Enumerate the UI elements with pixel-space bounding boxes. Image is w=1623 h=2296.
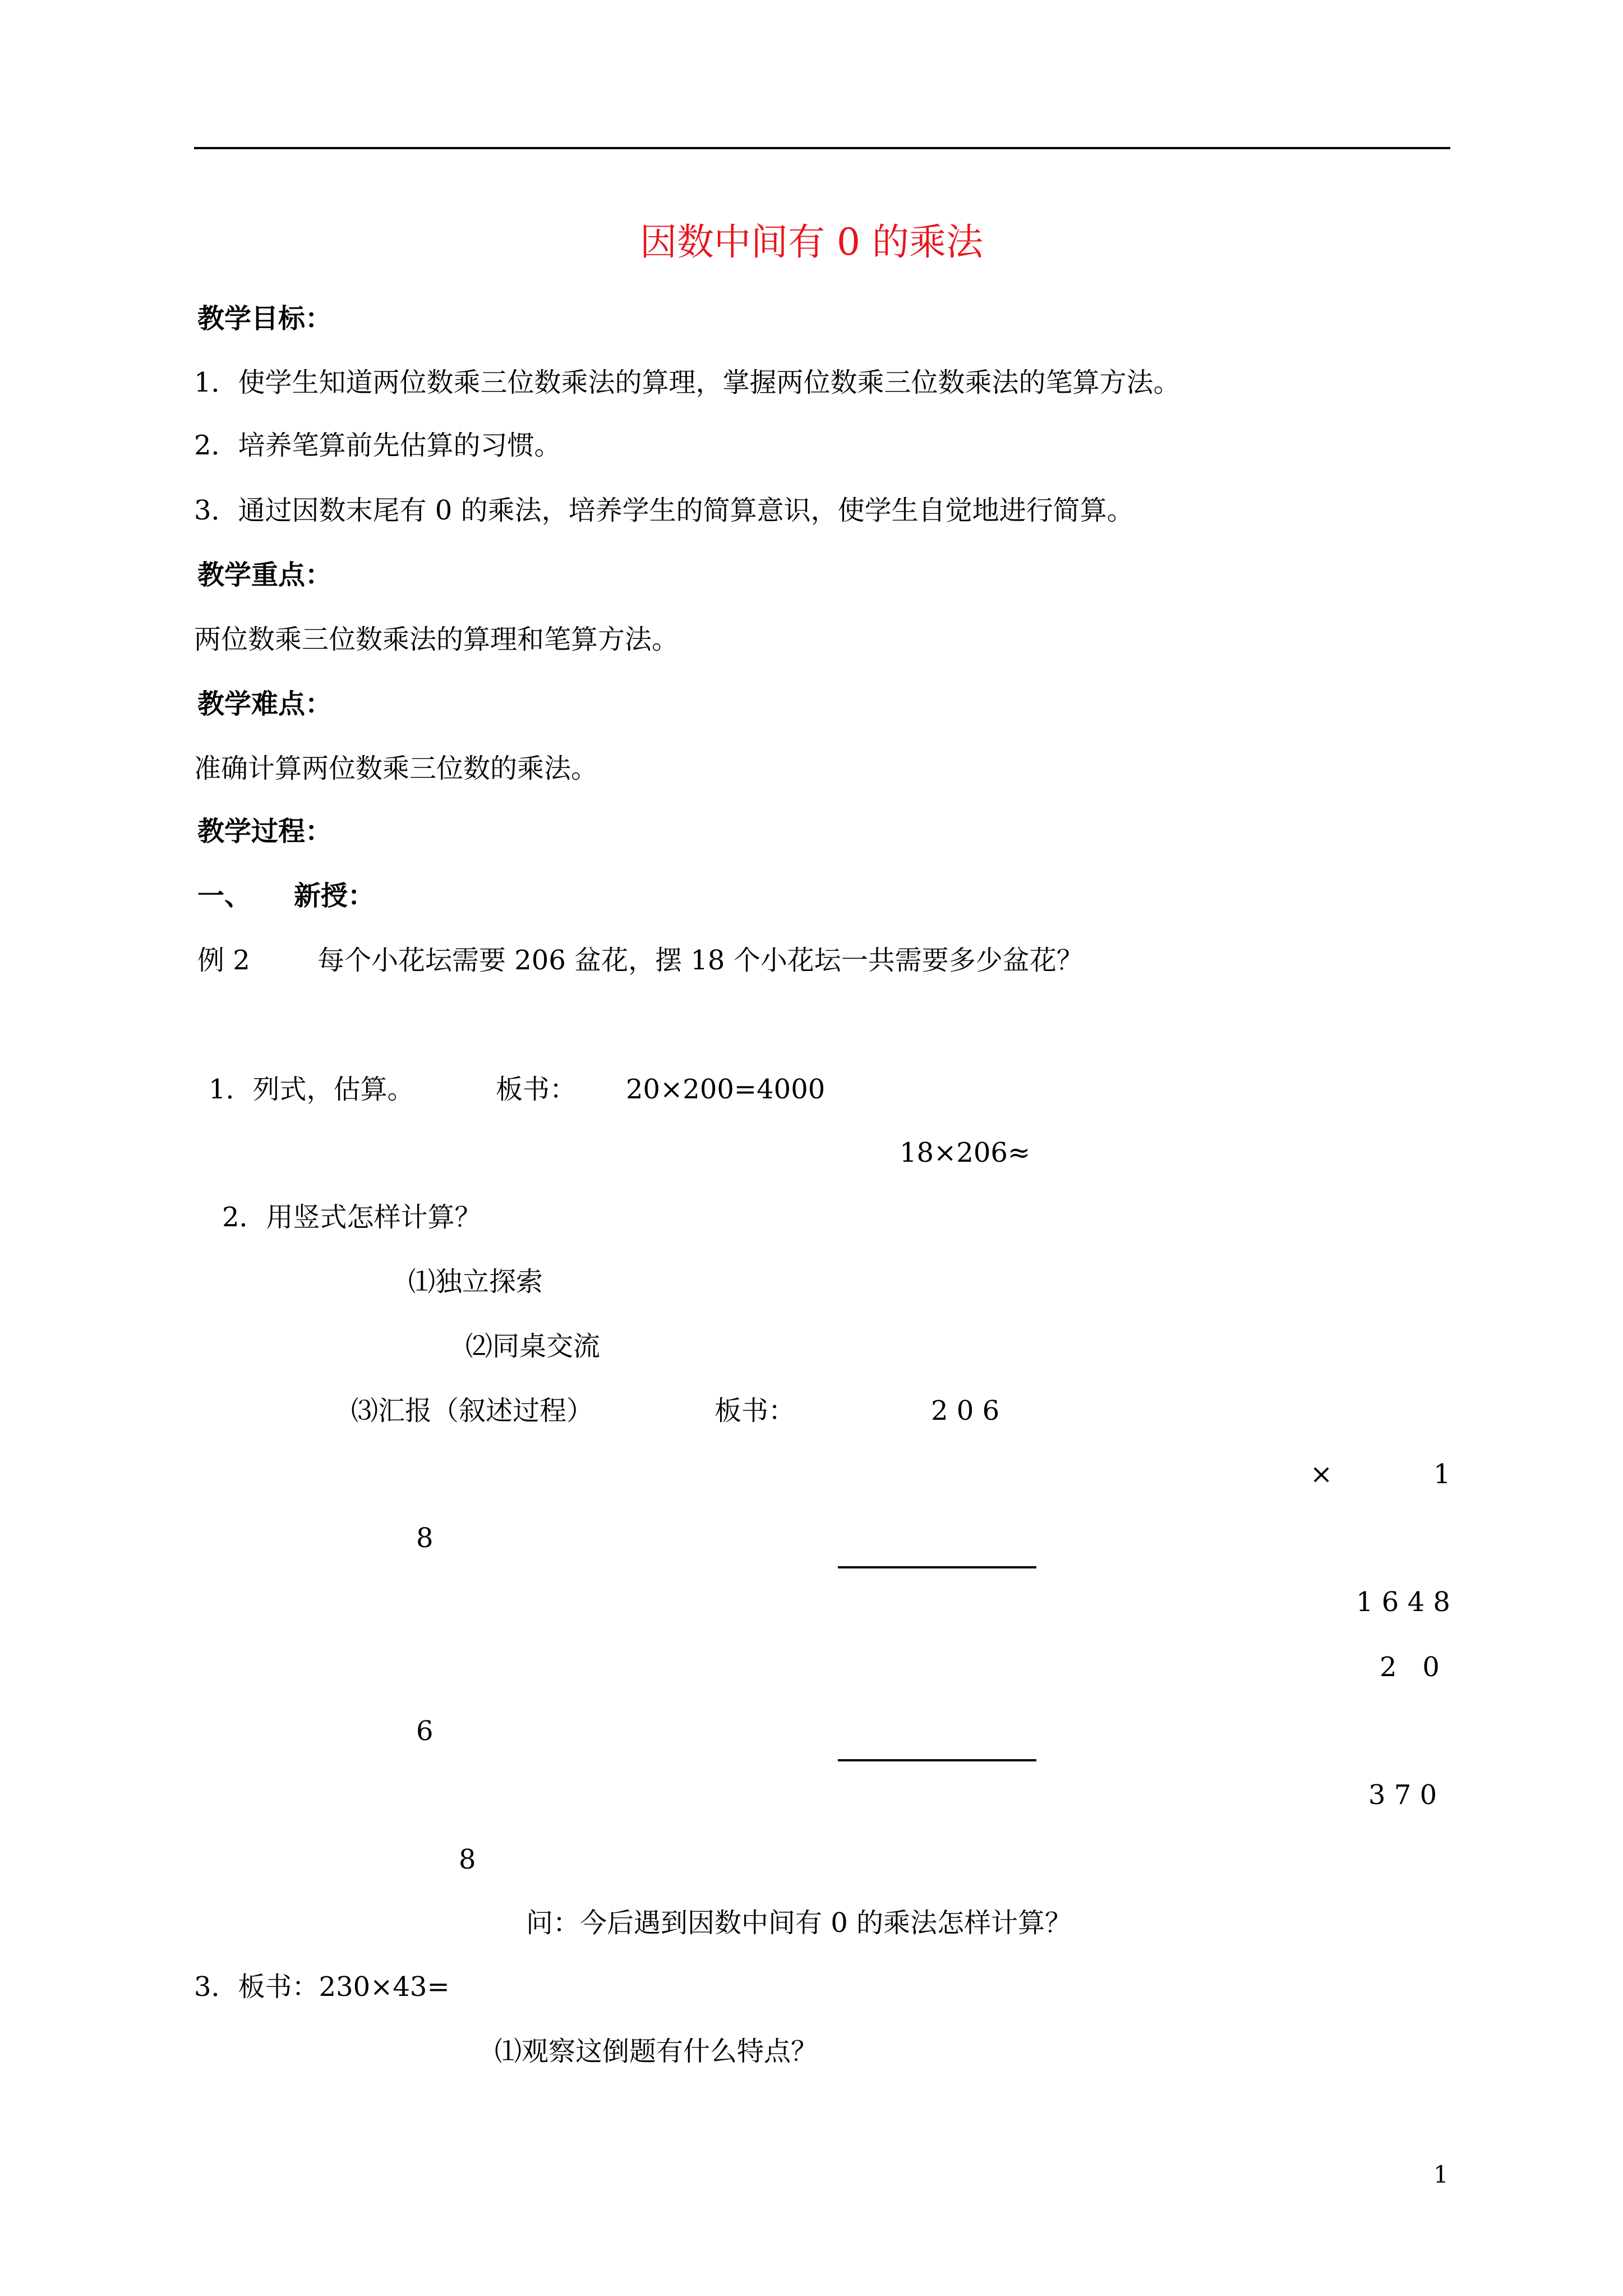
part1-label: 新授： [294,880,375,912]
calc-partial-2-left: 2 0 [1380,1651,1440,1683]
step3-text: 3．板书：230×43= [194,1971,450,2003]
step1-text: 1．列式，估算。 [209,1074,414,1105]
calc-rule-2 [838,1759,1036,1761]
step2-sub1: ⑴独立探索 [408,1266,543,1297]
step1-estimate: 18×206≈ [900,1137,1031,1168]
document-title: 因数中间有 0 的乘法 [640,220,983,264]
step1-board-label: 板书： [496,1074,577,1105]
example-label: 例 2 [197,945,250,976]
calc-rule-1 [838,1566,1036,1568]
step2-board-label: 板书： [714,1395,796,1427]
header-rule [194,147,1450,149]
question-text: 问：今后遇到因数中间有 0 的乘法怎样计算？ [526,1907,1072,1939]
difficulty-text: 准确计算两位数乘三位数的乘法。 [194,753,598,784]
step1-board-expr: 20×200=4000 [626,1074,826,1105]
example-text: 每个小花坛需要 206 盆花，摆 18 个小花坛一共需要多少盆花？ [317,945,1083,976]
step3-sub1: ⑴观察这倒题有什么特点？ [495,2036,818,2067]
goal-1: 1．使学生知道两位数乘三位数乘法的算理，掌握两位数乘三位数乘法的笔算方法。 [194,367,1181,398]
calc-times-sign: × [1310,1458,1333,1490]
goal-3: 3．通过因数末尾有 0 的乘法，培养学生的简算意识，使学生自觉地进行简算。 [194,495,1134,526]
goals-heading: 教学目标： [197,303,333,334]
goal-2: 2．培养笔算前先估算的习惯。 [194,430,561,461]
process-heading: 教学过程： [197,816,333,847]
calc-result-left: 3 7 0 [1368,1779,1437,1811]
key-points-heading: 教学重点： [197,559,333,591]
step2-sub2: ⑵同桌交流 [465,1331,601,1362]
difficulty-heading: 教学难点： [197,688,333,720]
part1-number: 一、 [197,880,252,912]
step2-sub3: ⑶汇报（叙述过程） [351,1395,594,1427]
step2-text: 2．用竖式怎样计算？ [222,1202,482,1233]
calc-partial-2-right: 6 [416,1715,434,1747]
calc-result-right: 8 [459,1844,476,1875]
page-number: 1 [1433,2161,1449,2188]
calc-multiplier-tens: 1 [1433,1458,1451,1490]
calc-multiplicand: 2 0 6 [931,1395,1000,1427]
calc-multiplier-ones: 8 [416,1522,434,1554]
key-points-text: 两位数乘三位数乘法的算理和笔算方法。 [194,624,679,655]
calc-partial-1: 1 6 4 8 [1356,1586,1450,1618]
